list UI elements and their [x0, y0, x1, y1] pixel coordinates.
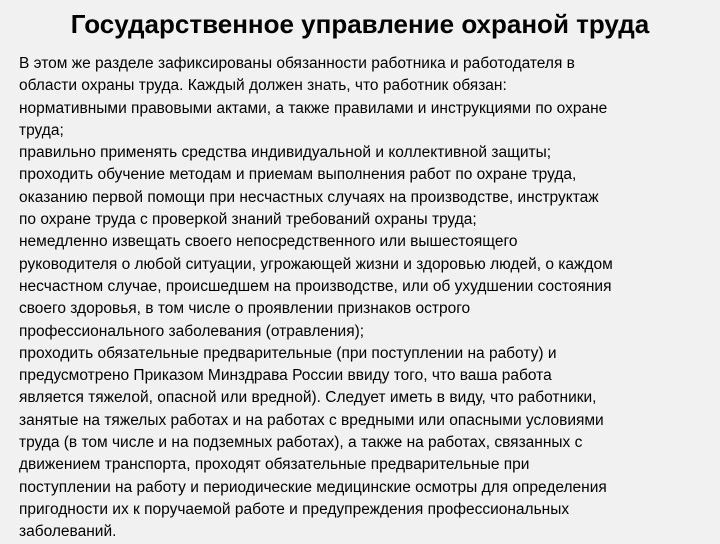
- text-line: своего здоровья, в том числе о проявлении признаков острого: [19, 300, 471, 318]
- text-line: пригодности их к поручаемой работе и предупреждения профессиональных: [19, 500, 570, 518]
- body-paragraph: [19, 142, 709, 231]
- text-line: руководителя о любой ситуации, угрожающей жизни и здоровью людей, о каждом: [19, 255, 613, 273]
- text-line: занятые на тяжелых работах и на работах с вредными или опасными условиями: [19, 411, 604, 429]
- text-line: проходить обучение методам и приемам выполнения работ по охране труда,: [19, 166, 577, 184]
- text-line: нормативными правовыми актами, а также правилами и инструкциями по охране: [19, 99, 608, 117]
- text-line: области охраны труда. Каждый должен знать, что работник обязан:: [19, 77, 507, 95]
- text-line: несчастном случае, происшедшем на производстве, или об ухудшении состояния: [19, 277, 612, 295]
- text-line: предусмотрено Приказом Минздрава России ввиду того, что ваша работа: [19, 367, 552, 385]
- text-line: профессионального заболевания (отравления);: [19, 322, 365, 340]
- text-line: труда;: [19, 121, 64, 139]
- text-line: поступлении на работу и периодические медицинские осмотры для определения: [19, 478, 607, 496]
- body-paragraph: [19, 53, 709, 98]
- text-line: труда (в том числе и на подземных работах), а также на работах, связанных с: [19, 434, 583, 452]
- text-line: является тяжелой, опасной или вредной). Следует иметь в виду, что работники,: [19, 389, 597, 407]
- text-line: немедленно извещать своего непосредственного или вышестоящего: [19, 233, 518, 251]
- text-line: проходить обязательные предварительные (при поступлении на работу) и: [19, 344, 557, 362]
- body-paragraph: [19, 98, 709, 143]
- body-paragraph: [19, 343, 709, 544]
- slide-title: Государственное управление охраной труда: [70, 9, 650, 39]
- text-line: по охране труда с проверкой знаний требований охраны труда;: [19, 211, 477, 229]
- text-line: В этом же разделе зафиксированы обязанности работника и работодателя в: [19, 55, 575, 72]
- text-line: правильно применять средства индивидуальной и коллективной защиты;: [19, 144, 552, 162]
- text-line: заболеваний.: [19, 523, 117, 541]
- text-line: движением транспорта, проходят обязательные предварительные при: [19, 456, 530, 474]
- text-line: оказанию первой помощи при несчастных случаях на производстве, инструктаж: [19, 188, 599, 206]
- body-paragraph: [19, 231, 709, 342]
- slide-body: [19, 53, 709, 544]
